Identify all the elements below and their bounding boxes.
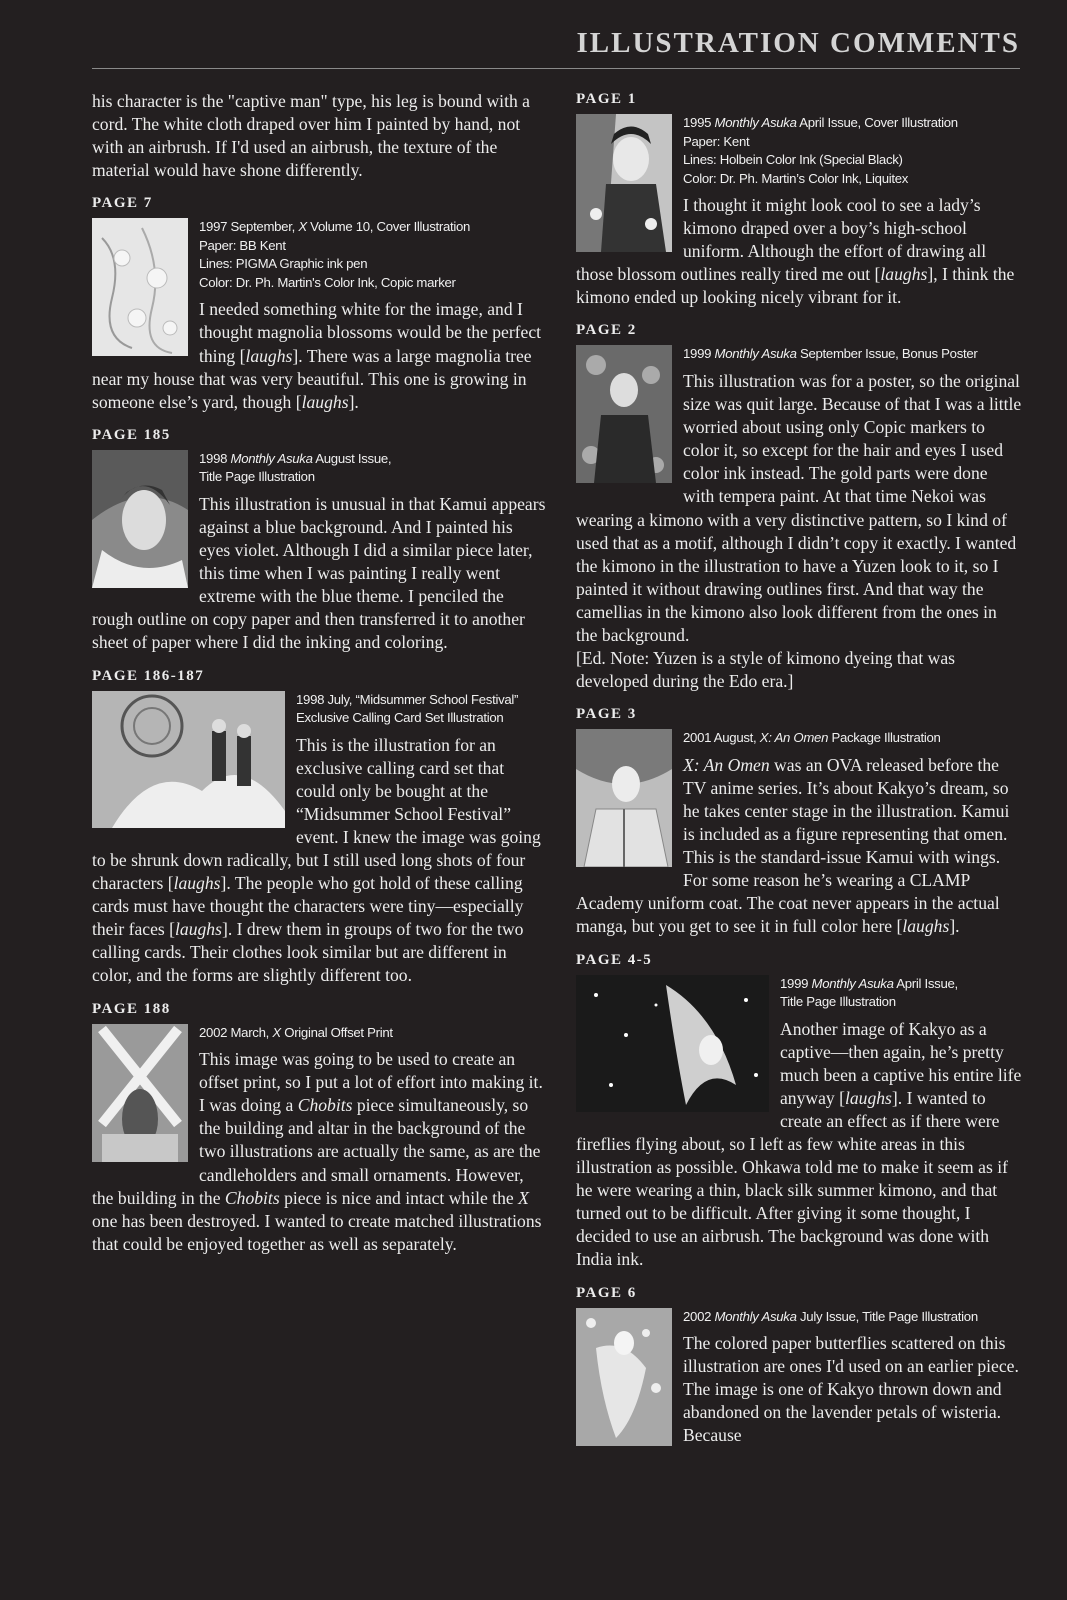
thumbnail-page-2 <box>576 345 672 483</box>
thumbnail-page-186-187 <box>92 691 285 828</box>
thumbnail-page-188 <box>92 1024 188 1162</box>
page-2-ed-note: [Ed. Note: Yuzen is a style of kimono dyeing that was developed during the Edo era.] <box>576 648 956 692</box>
page-3-comment: X: An Omen was an OVA released before the TV anime series. It’s about Kakyo’s dream, so he takes center stage in the illustration. Kamui is included as a figure representing that omen. This is the standard-issue Kamui with wings. For some reason he’s wearing a CLAMP Academy uniform coat. The coat never appears in the actual manga, but you get to see it in full color here [laughs]. <box>576 754 1010 937</box>
section-page-6 <box>576 1284 1022 1450</box>
thumbnail-page-7 <box>92 218 188 356</box>
page-3-meta: 2001 August, X: An Omen Package Illustration <box>683 730 941 746</box>
thumbnail-page-185 <box>92 450 188 588</box>
page-4-5-meta: 1999 Monthly Asuka April Issue, Title Page Illustration <box>780 975 958 1010</box>
page-6-comment: The colored paper butterflies scattered on this illustration are ones I'd used on an earlier piece. The image is one of Kakyo thrown down and abandoned on the lavender petals of wisteria. Because <box>683 1333 1019 1446</box>
section-title: PAGE 4-5 <box>576 951 653 968</box>
page-7-meta: 1997 September, X Volume 10, Cover Illustration Paper: BB Kent Lines: PIGMA Graphic ink pen Color: Dr. Ph. Martin's Color Ink, Copic marker <box>199 219 471 290</box>
page-186-187-meta: 1998 July, “Midsummer School Festival” Exclusive Calling Card Set Illustration <box>296 691 519 725</box>
section-page-1 <box>576 90 1022 309</box>
page-title: ILLUSTRATION COMMENTS <box>576 27 1020 59</box>
section-title: PAGE 1 <box>576 91 637 107</box>
right-column <box>576 90 1022 1450</box>
section-page-3 <box>576 705 1022 938</box>
page-1-comment: I thought it might look cool to see a lady’s kimono draped over a boy’s high-school uniform. Although the effort of drawing all those blossom outlines really tired me out [laughs], I think the kimono ended up looking nicely vibrant for it. <box>576 195 1015 308</box>
section-title: PAGE 7 <box>92 195 153 212</box>
page-188-meta: 2002 March, X Original Offset Print <box>199 1024 393 1040</box>
section-page-185 <box>92 426 547 655</box>
page-188-comment: This image was going to be used to create an offset print, so I put a lot of effort into making it. I was doing a Chobits piece simultaneously, so the building and altar in the background of the two illustrations are actually the same, as are the candleholders and small ornaments. However, the building in the Chobits piece is nice and intact while the X one has been destroyed. I wanted to create matched illustrations that could be enjoyed together as well as separately. <box>92 1049 543 1254</box>
thumbnail-page-1 <box>576 114 672 252</box>
page-header <box>92 0 1020 69</box>
section-title: PAGE 3 <box>576 706 637 723</box>
section-page-2 <box>576 321 1022 693</box>
thumbnail-page-3 <box>576 729 672 867</box>
section-title: PAGE 188 <box>92 1000 171 1017</box>
section-title: PAGE 186-187 <box>92 667 205 684</box>
section-page-7 <box>92 194 547 413</box>
page-1-meta: 1995 Monthly Asuka April Issue, Cover Illustration Paper: Kent Lines: Holbein Color Ink (Special Black) Color: Dr. Ph. Martin’s Color Ink, Liquitex <box>683 115 958 186</box>
page-6-meta: 2002 Monthly Asuka July Issue, Title Page Illustration <box>683 1308 978 1324</box>
page-2-meta: 1999 Monthly Asuka September Issue, Bonus Poster <box>683 346 978 362</box>
thumbnail-page-6 <box>576 1308 672 1446</box>
thumbnail-page-4-5 <box>576 975 769 1112</box>
page-7-comment: I needed something white for the image, and I thought magnolia blossoms would be the perfect thing [laughs]. There was a large magnolia tree near my house that was very beautiful. This one is growing in someone else’s yard, though [laughs]. <box>92 299 542 412</box>
left-column <box>92 90 547 1256</box>
page-185-comment: This illustration is unusual in that Kamui appears against a blue background. And I painted his eyes violet. Although I did a similar piece later, this time when I was painting I really went extreme with the blue theme. I penciled the rough outline on copy paper and then transferred it to another sheet of paper where I did the inking and coloring. <box>92 493 546 653</box>
page-2-comment: This illustration was for a poster, so the original size was quit large. Because of that I was a little worried about using only Copic markers to color it, so except for the hair and eyes I used color ink instead. The gold parts were done with tempera paint. At that time Nekoi was wearing a kimono with a very distinctive pattern, so I kind of used that as a motif, although I didn’t copy it exactly. I wanted the kimono in the illustration to have a Yuzen look to it, so I painted it without drawing outlines first. And that way the camellias in the kimono also look different from the ones in the background. <box>576 370 1022 645</box>
intro-text: his character is the "captive man" type, his leg is bound with a cord. The white cloth draped over him I painted by hand, not with an airbrush. If I'd used an airbrush, the texture of the material would have shone differently. <box>92 91 530 181</box>
section-page-188 <box>92 1000 547 1256</box>
section-title: PAGE 185 <box>92 426 171 443</box>
section-title: PAGE 2 <box>576 322 637 339</box>
section-page-4-5 <box>576 951 1022 1272</box>
page-186-187-comment: This is the illustration for an exclusive calling card set that could only be bought at the “Midsummer School Festival” event. I knew the image was going to be shrunk down radically, but I still used long shots of four characters [laughs]. The people who got hold of these calling cards must have thought the characters were tiny—especially their faces [laughs]. I drew them in groups of two for the two calling cards. Their clothes look similar but are different in color, and the forms are slightly different too. <box>92 734 541 986</box>
page-4-5-comment: Another image of Kakyo as a captive—then again, he’s pretty much been a captive his entire life anyway [laughs]. I wanted to create an effect as if there were fireflies flying about, so I left as few white areas in this illustration as possible. Ohkawa told me to make it seem as if he were wearing a thin, black silk summer kimono, and that turned out to be difficult. After giving it some thought, I decided to use an airbrush. The background was done with India ink. <box>576 1018 1022 1270</box>
section-page-186-187 <box>92 667 547 988</box>
page-185-meta: 1998 Monthly Asuka August Issue, Title Page Illustration <box>199 450 392 485</box>
section-title: PAGE 6 <box>576 1284 637 1301</box>
